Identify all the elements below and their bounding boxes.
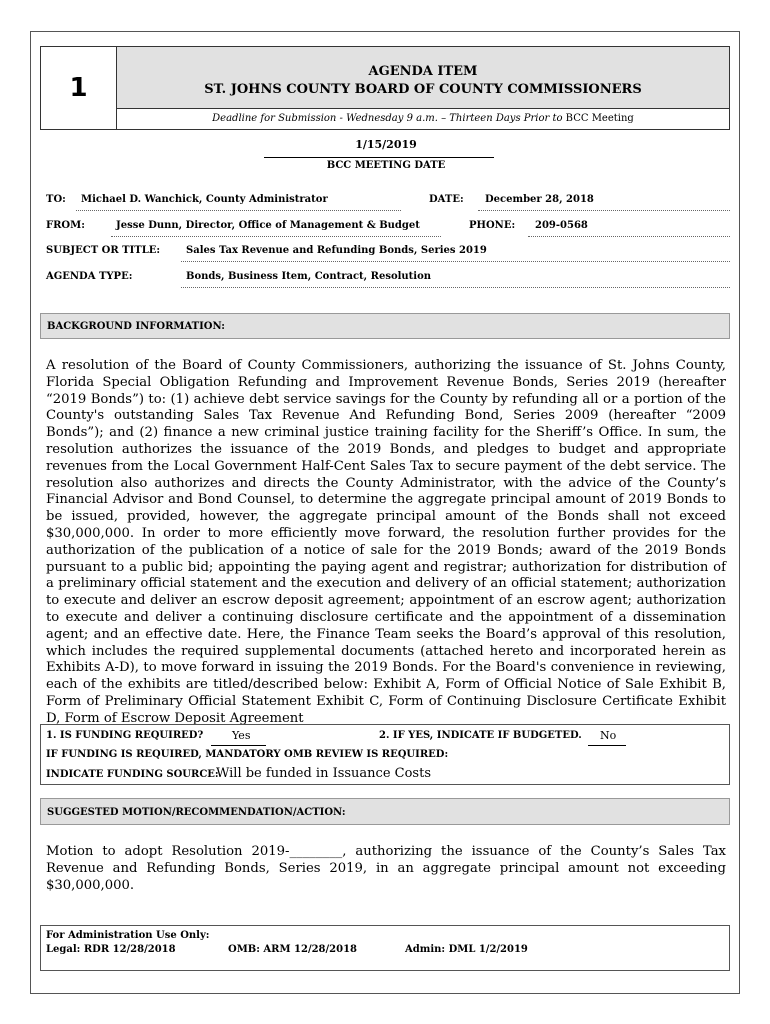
submission-deadline [117, 108, 729, 129]
agenda-page [30, 31, 740, 994]
date-label: DATE: [429, 194, 464, 205]
agenda-header [40, 46, 730, 130]
funding-required-value: Yes [232, 729, 251, 742]
date-value: December 28, 2018 [485, 194, 594, 205]
omb-review-label: IF FUNDING IS REQUIRED, MANDATORY OMB REVIEW IS REQUIRED: [46, 749, 449, 760]
from-underline [111, 236, 441, 237]
from-value: Jesse Dunn, Director, Office of Management & Budget [116, 220, 420, 231]
header-title-line2: ST. JOHNS COUNTY BOARD OF COUNTY COMMISSIONERS [204, 82, 642, 97]
background-text: A resolution of the Board of County Commissioners, authorizing the issuance of St. Johns County, Florida Special Obligation Refunding and Improvement Revenue Bonds, Series 2019 (hereafter “2019 Bonds”) to: (1) achieve debt service savings for the County by refunding all or a portion of the County's outstanding Sales Tax Revenue And Refunding Bond, Series 2009 (hereafter “2009 Bonds”); and (2) finance a new criminal justice training facility for the Sheriff’s Office. In sum, the resolution authorizes the issuance of the 2019 Bonds, and pledges to budget and appropriate revenues from the Local Government Half-Cent Sales Tax to secure payment of the debt service. The resolution also authorizes and directs the County Administrator, with the advice of the County’s Financial Advisor and Bond Counsel, to determine the aggregate principal amount of 2019 Bonds to be issued, provided, however, the aggregate principal amount of the Bonds shall not exceed $30,000,000. In order to more efficiently move forward, the resolution further provides for the authorization of the publication of a notice of sale for the 2019 Bonds; award of the 2019 Bonds pursuant to a public bid; appointing the paying agent and registrar; authorization for distribution of a preliminary official statement and the execution and delivery of an official statement; authorization to execute and deliver an escrow deposit agreement; appointment of an escrow agent; authorization to execute and deliver a continuing disclosure certificate and the appointment of a dissemination agent; and an effective date. Here, the Finance Team seeks the Board’s approval of this resolution, which includes the required supplemental documents (attached hereto and incorporated herein as Exhibits A-D), to move forward in issuing the 2019 Bonds. For the Board's convenience in reviewing, each of the exhibits are titled/described below: Exhibit A, Form of Official Notice of Sale Exhibit B, Form of Preliminary Official Statement Exhibit C, Form of Continuing Disclosure Certificate Exhibit D, Form of Escrow Deposit Agreement [46, 358, 726, 726]
deadline-plain: BCC Meeting [562, 113, 634, 124]
budgeted-underline [588, 745, 626, 746]
meeting-date-label: BCC MEETING DATE [326, 160, 446, 171]
subject-label: SUBJECT OR TITLE: [46, 245, 161, 256]
item-number: 1 [41, 47, 117, 129]
budgeted-label: 2. IF YES, INDICATE IF BUDGETED. [379, 730, 582, 741]
funding-required-underline [211, 745, 266, 746]
motion-text: Motion to adopt Resolution 2019-________, authorizing the issuance of the County’s Sales Tax Revenue and Refunding Bonds, Series 2019, in an aggregate principal amount not exceeding $30,000,000. [46, 844, 726, 893]
to-label: TO: [46, 194, 66, 205]
deadline-italic: Deadline for Submission - Wednesday 9 a.m. – Thirteen Days Prior to [212, 113, 563, 124]
phone-underline [528, 236, 730, 237]
funding-source-value: Will be funded in Issuance Costs [216, 766, 431, 781]
meeting-date: 1/15/2019 [355, 138, 417, 151]
admin-admin: Admin: DML 1/2/2019 [405, 944, 528, 955]
subject-value: Sales Tax Revenue and Refunding Bonds, Series 2019 [186, 245, 487, 256]
date-underline [478, 210, 730, 211]
to-underline [76, 210, 401, 211]
admin-legal: Legal: RDR 12/28/2018 [46, 944, 176, 955]
background-heading: BACKGROUND INFORMATION: [40, 313, 730, 339]
admin-omb: OMB: ARM 12/28/2018 [228, 944, 357, 955]
admin-heading: For Administration Use Only: [46, 930, 210, 941]
agenda-type-value: Bonds, Business Item, Contract, Resolution [186, 271, 432, 282]
header-title [117, 47, 729, 109]
to-value: Michael D. Wanchick, County Administrator [81, 194, 328, 205]
header-title-line1: AGENDA ITEM [368, 64, 478, 79]
funding-required-label: 1. IS FUNDING REQUIRED? [46, 730, 204, 741]
from-label: FROM: [46, 220, 85, 231]
phone-value: 209-0568 [535, 220, 588, 231]
agenda-type-label: AGENDA TYPE: [46, 271, 133, 282]
budgeted-value: No [600, 729, 617, 742]
phone-label: PHONE: [469, 220, 516, 231]
agenda-type-underline [181, 287, 730, 288]
funding-source-label: INDICATE FUNDING SOURCE: [46, 769, 219, 780]
meeting-date-rule [264, 157, 494, 158]
motion-heading: SUGGESTED MOTION/RECOMMENDATION/ACTION: [40, 798, 730, 825]
subject-underline [181, 261, 730, 262]
